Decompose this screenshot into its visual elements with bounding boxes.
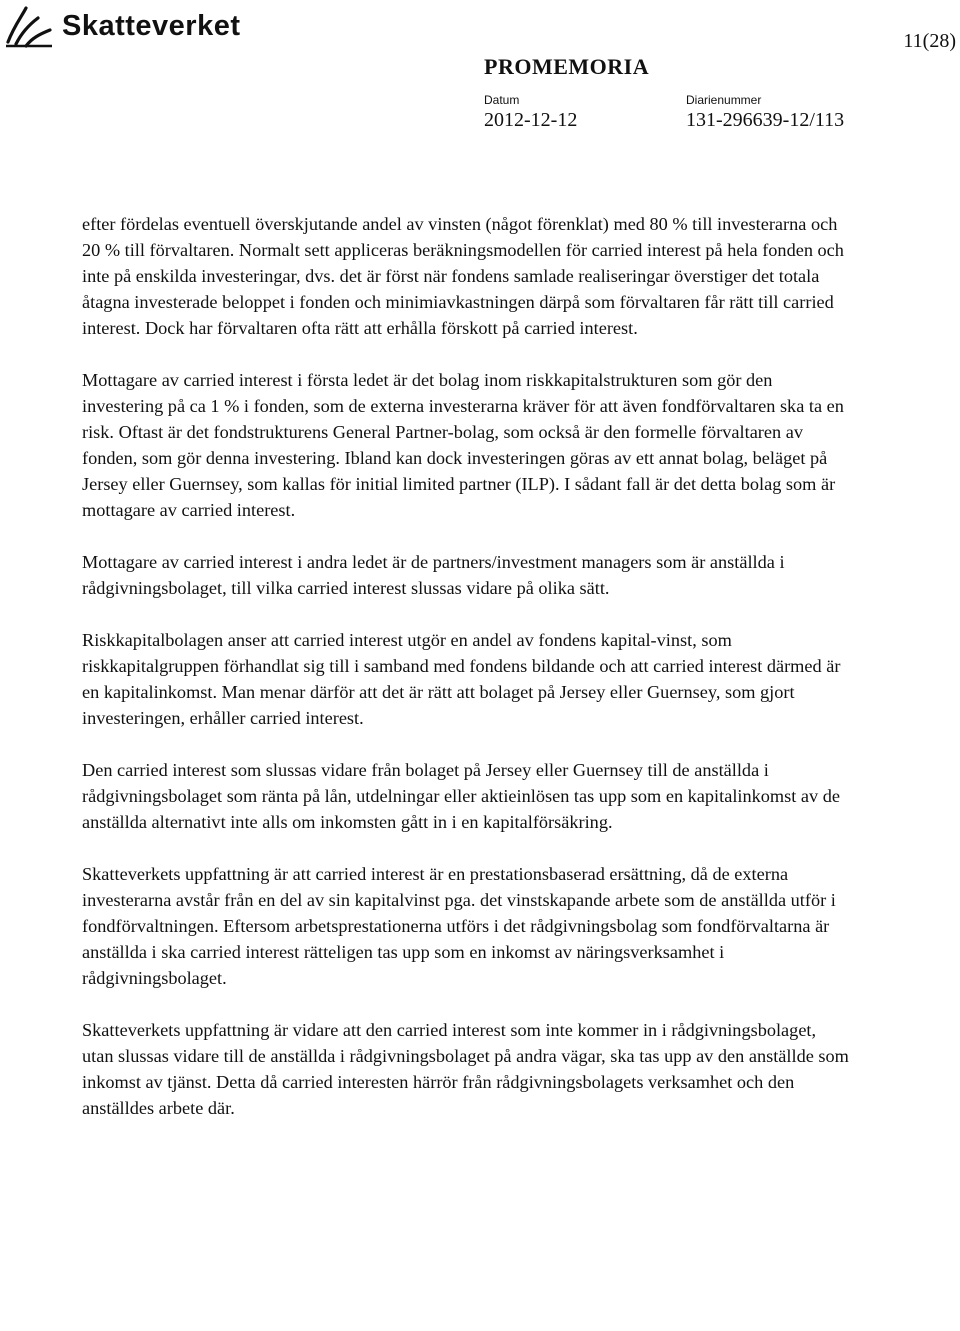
crown-logo-icon <box>4 4 54 48</box>
diarienummer-value: 131-296639-12/113 <box>686 109 845 131</box>
diarienummer-label: Diarienummer <box>686 93 762 107</box>
paragraph: Mottagare av carried interest i första ledet är det bolag inom riskkapitalstrukturen som gör den investering på ca 1 % i fonden, som de externa investerarna kräver för att även fondförvaltaren ska ta en risk. Oftast är det fondstrukturens General Partner-bolag, som också är den formelle förvaltaren av fonden, som gör denna investering. Ibland kan dock investeringen göras av ett annat bolag, beläget på Jersey eller Guernsey, som kallas för initial limited partner (ILP). I sådant fall är det detta bolag som är mottagare av carried interest. <box>82 370 844 520</box>
paragraph: efter fördelas eventuell överskjutande andel av vinsten (något förenklat) med 80 % till investerarna och 20 % till förvaltaren. Normalt sett appliceras beräkningsmodellen för carried interest på hela fonden och inte på enskilda investeringar, dvs. det är först när fondens samlade realiseringar överstiger det totala åtagna investerade beloppet i fonden och minimiavkastningen därpå som förvaltaren får rätt till carried interest. Dock har förvaltaren ofta rätt att erhålla förskott på carried interest. <box>82 214 844 338</box>
paragraph: Den carried interest som slussas vidare från bolaget på Jersey eller Guernsey till de anställda i rådgivningsbolaget som ränta på lån, utdelningar eller aktieinlösen tas upp som en kapitalinkomst av de anställda alternativt inte alls om inkomsten gått in i en kapitalförsäkring. <box>82 760 840 832</box>
paragraph: Mottagare av carried interest i andra ledet är de partners/investment managers som är anställda i rådgivningsbolaget, till vilka carried interest slussas vidare på olika sätt. <box>82 552 785 598</box>
date-label: Datum <box>484 93 520 107</box>
date-value: 2012-12-12 <box>484 109 578 131</box>
paragraph: Skatteverkets uppfattning är att carried interest är en prestationsbaserad ersättning, då de externa investerarna avstår från en del av sin kapitalvinst pga. det vinstskapande arbete som de anställda utför i fondförvaltningen. Eftersom arbetsprestationerna utförs i det rådgivningsbolag som fondförvaltarna är anställda i ska carried interest rätteligen tas upp som en inkomst av näringsverksamhet i rådgivningsbolaget. <box>82 864 836 988</box>
logo-text: Skatteverket <box>62 9 241 42</box>
page-number: 11(28) <box>903 30 956 52</box>
document-type: PROMEMORIA <box>484 54 650 79</box>
paragraph: Skatteverkets uppfattning är vidare att den carried interest som inte kommer in i rådgivningsbolaget, utan slussas vidare till de anställda i rådgivningsbolaget på andra vägar, ska tas upp av den anställde som inkomst av tjänst. Detta då carried interesten härrör från rådgivningsbolagets verksamhet och den anställdes arbete där. <box>82 1020 849 1118</box>
paragraph: Riskkapitalbolagen anser att carried interest utgör en andel av fondens kapital-vinst, som riskkapitalgruppen förhandlat sig till i samband med fondens bildande och att carried interest därmed är en kapitalinkomst. Man menar därför att det är rätt att bolaget på Jersey eller Guernsey, som gjort investeringen, erhåller carried interest. <box>82 630 841 728</box>
agency-logo <box>4 4 241 48</box>
document-body <box>82 211 852 1147</box>
